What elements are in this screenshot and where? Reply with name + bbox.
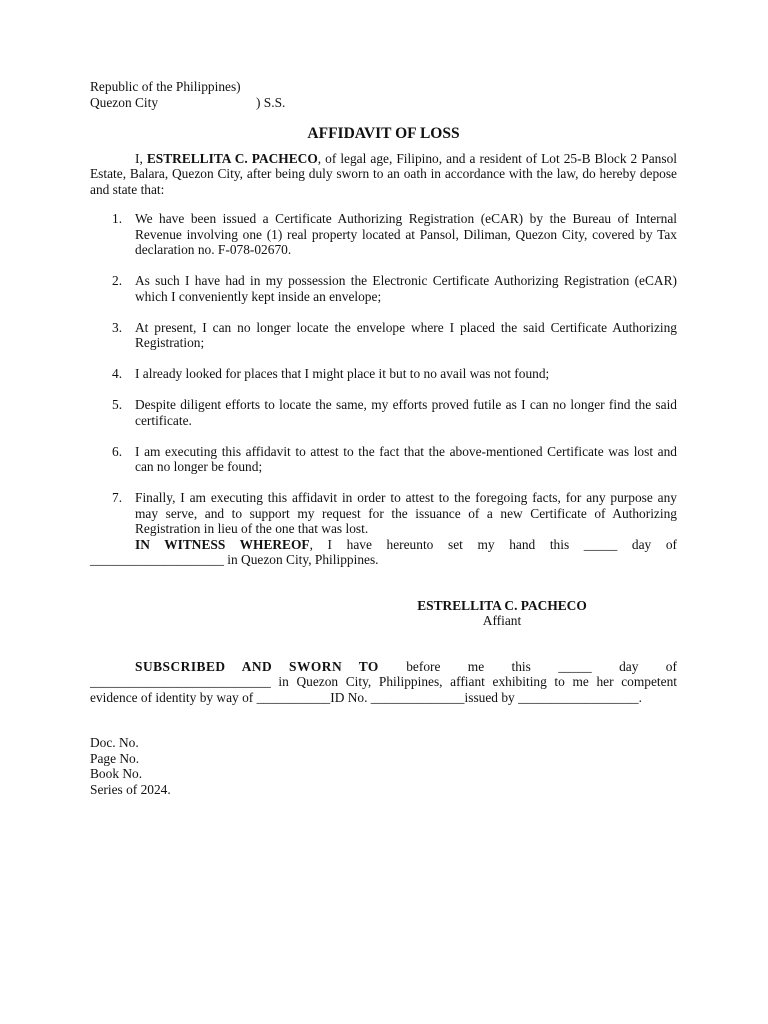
statement-item — [90, 397, 677, 428]
venue-city-line — [90, 95, 677, 111]
statement-text: We have been issued a Certificate Authorizing Registration (eCAR) by the Bureau of Internal Revenue involving one (1) real property located at Pansol, Diliman, Quezon City, covered by Tax declaration no. F-078-02670. — [135, 211, 677, 257]
doc-no: Doc. No. — [90, 735, 139, 750]
statement-number: 1. — [112, 211, 123, 226]
witness-lead: IN WITNESS WHEREOF — [135, 536, 310, 552]
intro-text: , of legal age, Filipino, and a resident of Lot 25-B Block 2 Pansol Estate, Balara, Quezon City, after being duly sworn to an oath in accordance with the law, do hereby depose and state that: — [90, 150, 678, 197]
statement-number: 3. — [112, 319, 123, 335]
intro-paragraph — [90, 151, 677, 198]
affiant-name: ESTRELLITA C. PACHECO — [417, 597, 587, 613]
statement-item — [90, 211, 677, 258]
statement-number: 4. — [112, 366, 123, 381]
venue-ss: ) S.S. — [256, 94, 286, 110]
jurat-word: of — [665, 658, 677, 674]
jurat-text: ___________________________ in Quezon City, Philippines, affiant exhibiting to me her competent evidence of identity by way of ___________ID No. ______________issued by __________________. — [90, 674, 677, 705]
jurat-word: me — [467, 658, 485, 674]
statement-text: Finally, I am executing this affidavit in order to attest to the foregoing facts, for any purpose any may serve, and to support my request for the issuance of a new Certificate of Authorizing Registration in lieu of the one that was lost. — [135, 490, 677, 536]
statement-item — [90, 320, 677, 351]
page-no: Page No. — [90, 750, 140, 766]
statement-number: 7. — [112, 490, 123, 505]
statement-list — [90, 211, 677, 537]
jurat-lead: SUBSCRIBED AND SWORN TO — [135, 658, 379, 674]
statement-item — [90, 273, 677, 304]
book-no: Book No. — [90, 766, 143, 781]
statement-text: I already looked for places that I might place it but to no avail was not found; — [135, 366, 550, 381]
venue-block — [90, 79, 677, 110]
jurat-paragraph — [90, 659, 677, 706]
affidavit-page — [90, 79, 677, 797]
statement-number: 2. — [112, 273, 123, 288]
jurat-word: day — [619, 658, 639, 674]
witness-paragraph — [90, 537, 677, 568]
affiant-name-inline: ESTRELLITA C. PACHECO — [146, 150, 318, 166]
statement-item — [90, 366, 677, 382]
statement-text: As such I have had in my possession the Electronic Certificate Authorizing Registration (eCAR) which I conveniently kept inside an envelope; — [135, 273, 677, 304]
statement-number: 6. — [112, 443, 123, 459]
statement-item — [90, 444, 677, 475]
notarial-register — [90, 735, 677, 797]
statement-text: Despite diligent efforts to locate the same, my efforts proved futile as I can no longer find the said certificate. — [135, 397, 677, 428]
statement-number: 5. — [112, 397, 123, 412]
jurat-first-line — [90, 659, 677, 675]
jurat-day-blank: _____ — [558, 658, 592, 674]
witness-text: , I have hereunto set my hand this _____ day of ____________________ in Quezon City, Philippines. — [90, 536, 677, 567]
intro-prefix: I, — [135, 150, 147, 166]
signature-block — [406, 598, 598, 629]
affiant-label: Affiant — [482, 613, 522, 628]
jurat-word: this — [511, 658, 531, 674]
statement-text: At present, I can no longer locate the envelope where I placed the said Certificate Authorizing Registration; — [135, 319, 677, 350]
series: Series of 2024. — [90, 781, 171, 797]
jurat-word: before — [406, 658, 441, 674]
statement-item — [90, 490, 677, 537]
venue-country: Republic of the Philippines) — [90, 79, 241, 94]
venue-city: Quezon City — [90, 94, 159, 110]
statement-text: I am executing this affidavit to attest to the fact that the above-mentioned Certificate was lost and can no longer be found; — [135, 443, 677, 474]
document-title: AFFIDAVIT OF LOSS — [307, 125, 460, 142]
